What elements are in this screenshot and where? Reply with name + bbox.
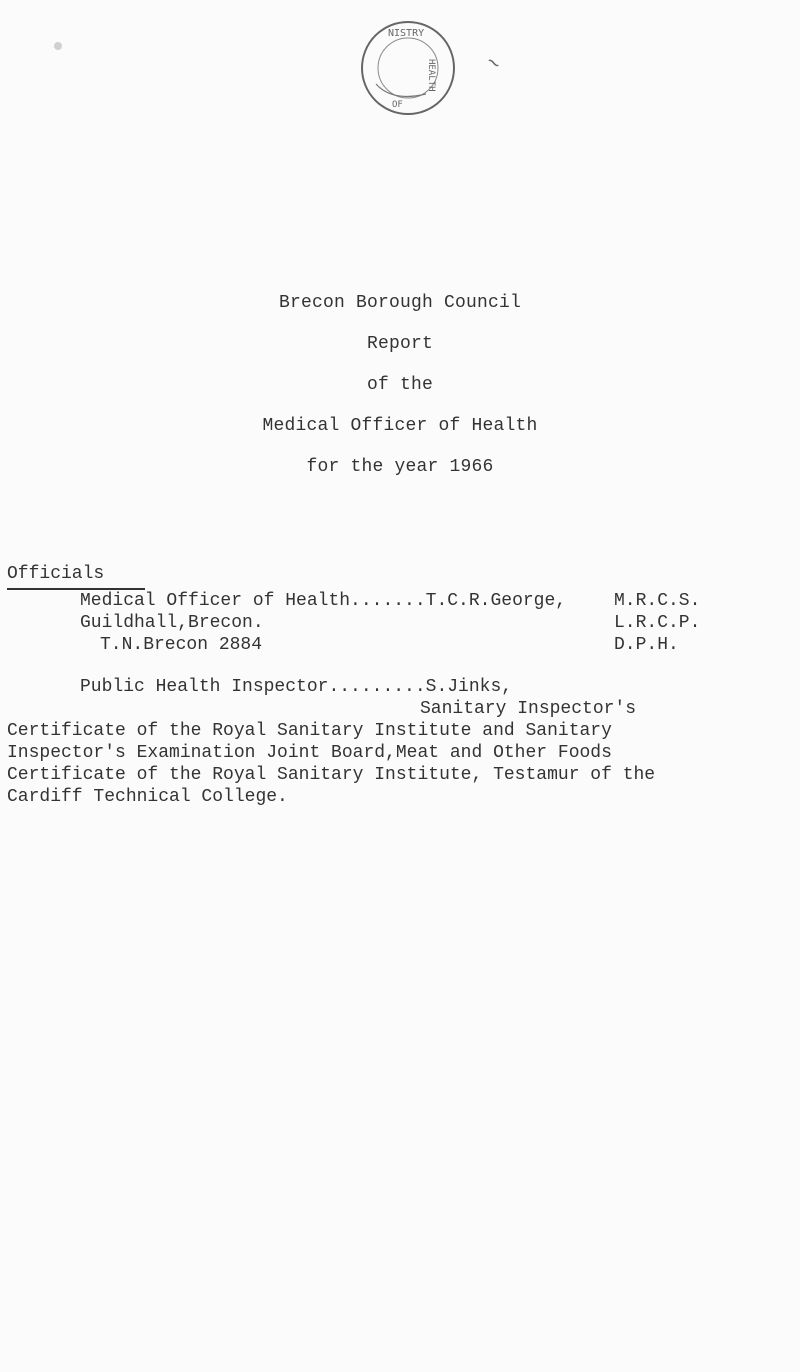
medical-officer-line-3: T.N.Brecon 2884 [100,635,263,655]
medical-officer-qualification-3: D.P.H. [614,635,679,655]
svg-text:OF: OF [392,100,403,110]
inspector-line-4: Inspector's Examination Joint Board,Meat and Other Foods [7,743,612,763]
ministry-stamp-seal [352,12,464,124]
report-heading: Report [366,334,433,354]
inspector-line-5: Certificate of the Royal Sanitary Institute, Testamur of the [7,765,656,785]
report-role: Medical Officer of Health [262,416,538,436]
inspector-line-6: Cardiff Technical College. [7,787,288,807]
officials-heading: Officials [7,564,105,584]
medical-officer-line-2: Guildhall,Brecon. [80,613,264,633]
council-name: Brecon Borough Council [278,293,522,313]
medical-officer-line-1: Medical Officer of Health.......T.C.R.George, [80,591,567,611]
stamp-tail-mark: ~ [480,50,505,79]
svg-text:HEALTH: HEALTH [426,59,436,92]
medical-officer-qualification-1: M.R.C.S. [614,591,701,611]
inspector-line-3: Certificate of the Royal Sanitary Institute and Sanitary [7,721,612,741]
inspector-line-1: Public Health Inspector.........S.Jinks, [80,677,513,697]
report-year: for the year 1966 [306,457,494,477]
report-subheading: of the [366,375,433,395]
svg-text:NISTRY: NISTRY [388,28,425,39]
report-title-block [0,286,800,491]
medical-officer-qualification-2: L.R.C.P. [614,613,701,633]
page-speck [54,42,62,50]
inspector-line-2: Sanitary Inspector's [420,699,637,719]
